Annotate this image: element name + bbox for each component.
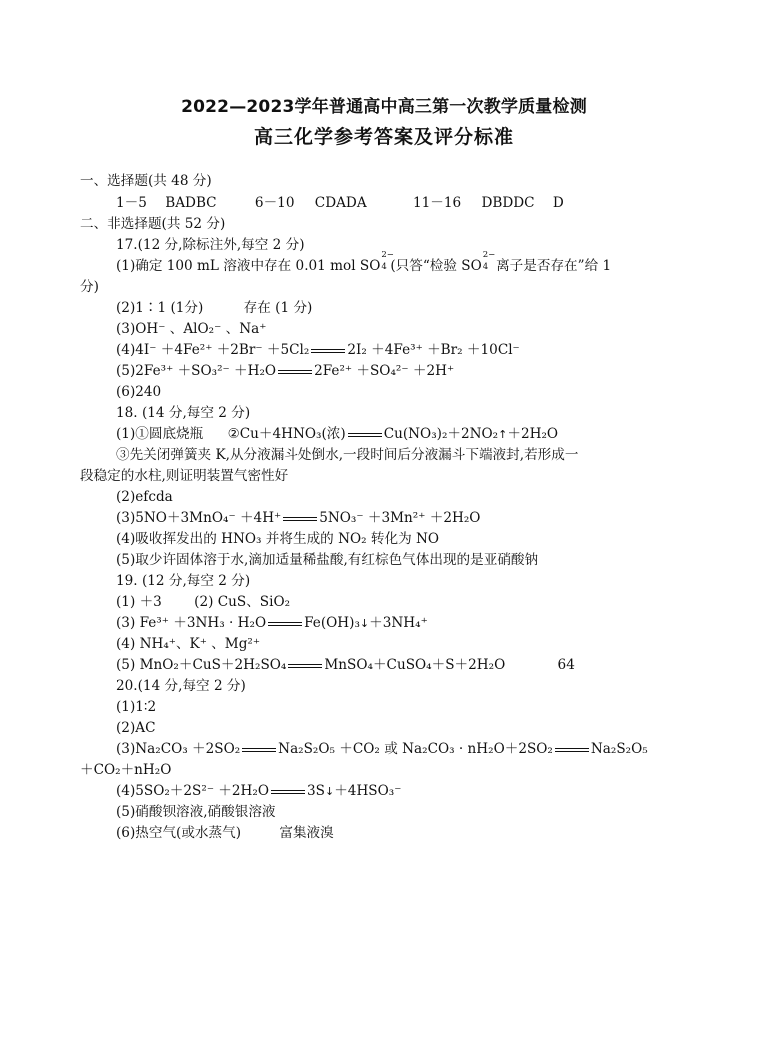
q19-answer-5: (5) MnO₂＋CuS＋2H₂SO₄ MnSO₄＋CuSO₄＋S＋2H₂O 64 [116,657,575,673]
section-2-heading: 二、非选择题(共 52 分) [80,216,226,232]
equals-sign [271,790,305,794]
mc-range-2: 6－10 [254,195,295,211]
q20-header: 20.(14 分,每空 2 分) [116,678,246,694]
q18-answer-4: (4)吸收挥发出的 HNO₃ 并将生成的 NO₂ 转化为 NO [116,531,440,547]
document-title: 2022—2023学年普通高中高三第一次教学质量检测 [181,97,587,117]
q20-answer-3: (3)Na₂CO₃ ＋2SO₂ Na₂S₂O₅ ＋CO₂ 或 Na₂CO₃ · nH₂O＋2SO₂ Na₂S₂O₅ [116,741,648,757]
mc-answers-4: D [552,195,564,211]
q18-answer-3: (3)5NO＋3MnO₄⁻ ＋4H⁺ 5NO₃⁻ ＋3Mn²⁺ ＋2H₂O [116,510,481,526]
equals-sign [311,349,345,353]
equals-sign [242,748,276,752]
q18-answer-1b: ③先关闭弹簧夹 K,从分液漏斗处倒水,一段时间后分液漏斗下端液封,若形成一 [116,447,579,463]
q19-answer-1-2: (1) ＋3 (2) CuS、SiO₂ [116,594,291,610]
document-subtitle: 高三化学参考答案及评分标准 [253,126,514,148]
q17-answer-6: (6)240 [116,384,162,400]
q17-answer-3: (3)OH⁻ 、AlO₂⁻ 、Na⁺ [116,321,267,337]
q20-answer-3-cont: ＋CO₂＋nH₂O [80,762,172,778]
q19-header: 19. (12 分,每空 2 分) [116,573,251,589]
q18-answer-1c: 段稳定的水柱,则证明装置气密性好 [80,468,289,484]
precipitate-down-arrow-icon: ↓ [359,617,370,630]
q19-answer-4: (4) NH₄⁺、K⁺ 、Mg²⁺ [116,636,261,652]
q20-answer-5: (5)硝酸钡溶液,硝酸银溶液 [116,804,276,820]
q18-answer-5: (5)取少许固体溶于水,滴加适量稀盐酸,有红棕色气体出现的是亚硝酸钠 [116,552,539,568]
q20-answer-6: (6)热空气(或水蒸气) 富集液溴 [116,825,334,841]
section-1-heading: 一、选择题(共 48 分) [80,173,212,189]
q20-answer-2: (2)AC [116,720,156,736]
q19-answer-3: (3) Fe³⁺ ＋3NH₃ · H₂O Fe(OH)₃↓＋3NH₄⁺ [116,615,428,631]
q17-answer-2: (2)1∶1 (1分) 存在 (1 分) [116,300,313,316]
mc-answers-3: DBDDC [481,195,535,211]
q17-header: 17.(12 分,除标注外,每空 2 分) [116,237,305,253]
equals-sign [268,622,302,626]
equals-sign [288,664,322,668]
q18-header: 18. (14 分,每空 2 分) [116,405,251,421]
mc-answers-row [116,194,564,212]
equals-sign [283,517,317,521]
mc-answers-1: BADBC [165,195,217,211]
equals-sign [348,433,382,437]
q17-answer-5: (5)2Fe³⁺ ＋SO₃²⁻ ＋H₂O 2Fe²⁺ ＋SO₄²⁻ ＋2H⁺ [116,363,455,379]
q17-answer-1-cont: 分) [80,279,99,295]
q18-answer-2: (2)efcda [116,489,173,505]
q17-answer-4: (4)4I⁻ ＋4Fe²⁺ ＋2Br⁻ ＋5Cl₂ 2I₂ ＋4Fe³⁺ ＋Br₂ ＋10Cl⁻ [116,342,520,358]
mc-answers-2: CDADA [314,195,367,211]
precipitate-down-arrow-icon: ↓ [324,785,335,798]
q17-answer-1: (1)确定 100 mL 溶液中存在 0.01 mol SO 2− 4 (只答“检验 SO 2− 4 离子是否存在”给 1 [116,250,612,274]
equals-sign [278,370,312,374]
mc-range-1: 1－5 [116,195,147,211]
mc-range-3: 11－16 [412,195,462,211]
gas-up-arrow-icon: ↑ [498,428,508,441]
equals-sign [555,748,589,752]
q18-answer-1: (1)①圆底烧瓶 ②Cu＋4HNO₃(浓) Cu(NO₃)₂＋2NO₂↑＋2H₂O [116,426,559,442]
q20-answer-4: (4)5SO₂＋2S²⁻ ＋2H₂O 3S↓＋4HSO₃⁻ [116,783,402,799]
q20-answer-1: (1)1∶2 [116,699,157,715]
